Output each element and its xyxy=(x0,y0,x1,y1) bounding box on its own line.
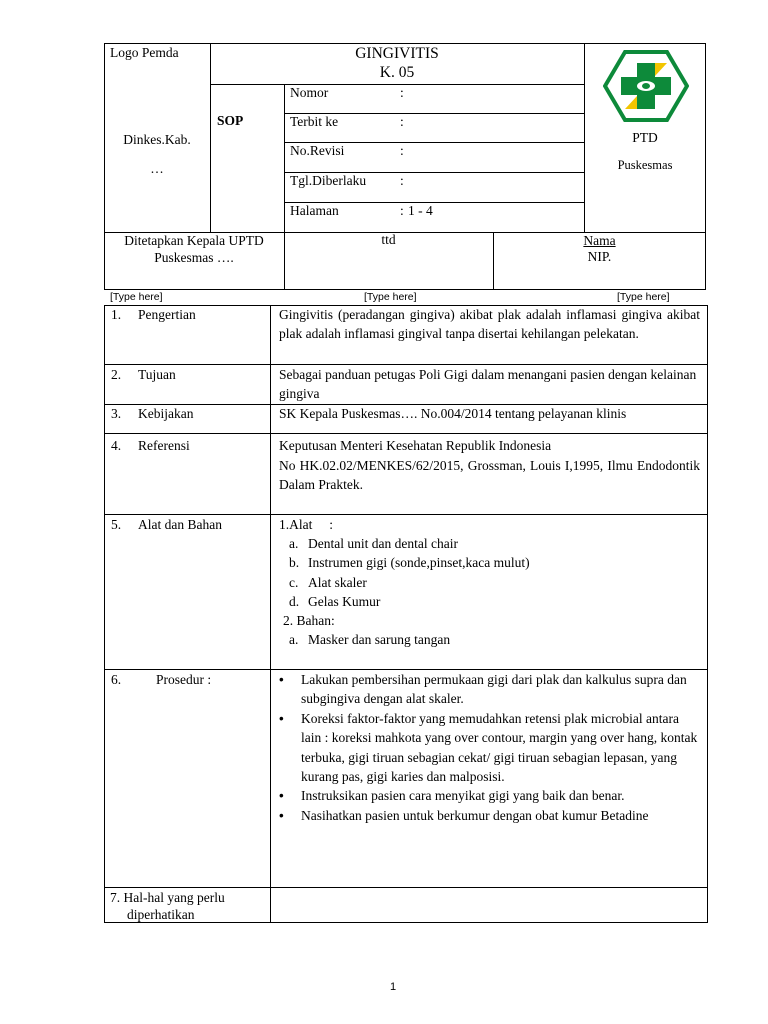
field-label: Halaman xyxy=(290,203,339,218)
page-number: 1 xyxy=(389,981,397,993)
field-separator: : xyxy=(400,85,404,100)
nama-label: Nama xyxy=(583,233,616,248)
alat-item: Alat skaler xyxy=(308,574,367,590)
section-text-referensi-line2: No HK.02.02/MENKES/62/2015, Grossman, Louis I,1995, Ilmu Endodontik Dalam Praktek. xyxy=(279,458,700,493)
alat-item: Instrumen gigi (sonde,pinset,kaca mulut) xyxy=(308,555,530,571)
alat-item: Dental unit dan dental chair xyxy=(308,536,458,551)
puskesmas-logo xyxy=(603,49,689,123)
section-text-tujuan: Sebagai panduan petugas Poli Gigi dalam menangani pasien dengan kelainan gingiva xyxy=(279,367,697,402)
section-title-hal-hal-line2: diperhatikan xyxy=(127,907,195,922)
section-title-kebijakan: Kebijakan xyxy=(138,406,194,421)
section-text-kebijakan: SK Kepala Puskesmas…. No.004/2014 tentang pelayanan klinis xyxy=(279,406,627,421)
section-text-pengertian: Gingivitis (peradangan gingiva) akibat plak adalah inflamasi gingiva akibat plak adalah inflamasi gingival tanpa disertai kehilangan pelekatan. xyxy=(279,307,700,342)
section-text-referensi-line1: Keputusan Menteri Kesehatan Republik Indonesia xyxy=(279,438,552,453)
section-number-1: 1. xyxy=(111,307,122,322)
field-value: 1 - 4 xyxy=(408,203,433,218)
bahan-item: Masker dan sarung tangan xyxy=(308,632,451,647)
dinkes-label: Dinkes.Kab. xyxy=(123,132,191,147)
type-here-placeholder-right: [Type here] xyxy=(617,291,670,303)
ptd-label: PTD xyxy=(632,130,658,145)
section-number-2: 2. xyxy=(111,367,122,382)
document-title: GINGIVITIS xyxy=(355,45,439,62)
section-title-alat-bahan: Alat dan Bahan xyxy=(138,517,222,532)
field-label: Terbit ke xyxy=(290,114,339,129)
field-separator: : xyxy=(400,143,404,158)
prosedur-item: • Lakukan pembersihan permukaan gigi dari plak dan kalkulus supra dan subgingiva dengan alat skaler. xyxy=(277,670,702,709)
section-number-5: 5. xyxy=(111,517,122,532)
nip-label: NIP. xyxy=(587,249,612,264)
section-number-6: 6. xyxy=(111,672,122,687)
field-separator: : xyxy=(400,114,404,129)
ditetapkan-line1: Ditetapkan Kepala UPTD xyxy=(124,233,264,248)
section-number-4: 4. xyxy=(111,438,122,453)
sop-label: SOP xyxy=(217,113,244,128)
field-separator: : xyxy=(400,203,404,218)
puskesmas-label: Puskesmas xyxy=(617,158,673,172)
section-title-prosedur: Prosedur : xyxy=(156,672,212,687)
dinkes-ellipsis: … xyxy=(150,161,164,176)
section-title-tujuan: Tujuan xyxy=(138,367,176,382)
field-label: Tgl.Diberlaku xyxy=(290,173,367,188)
section-title-referensi: Referensi xyxy=(138,438,190,453)
bahan-heading: 2. Bahan: xyxy=(283,613,335,628)
alat-item: Gelas Kumur xyxy=(308,594,381,610)
section-title-hal-hal: 7. Hal-hal yang perlu xyxy=(110,890,225,905)
section-number-3: 3. xyxy=(111,406,122,421)
field-separator: : xyxy=(400,173,404,188)
field-label: No.Revisi xyxy=(290,143,345,158)
field-label: Nomor xyxy=(290,85,329,100)
alat-item-letter: d. xyxy=(289,594,300,610)
prosedur-item: • Nasihatkan pasien untuk berkumur dengan obat kumur Betadine xyxy=(277,806,702,825)
alat-heading: 1.Alat : xyxy=(279,517,333,532)
prosedur-item: • Instruksikan pasien cara menyikat gigi yang baik dan benar. xyxy=(277,786,702,805)
ttd-label: ttd xyxy=(381,232,396,247)
alat-item-letter: a. xyxy=(289,536,299,551)
ditetapkan-line2: Puskesmas …. xyxy=(154,250,234,265)
bahan-item-letter: a. xyxy=(289,632,299,647)
type-here-placeholder-center: [Type here] xyxy=(364,291,417,303)
prosedur-list xyxy=(277,670,702,825)
alat-item-letter: c. xyxy=(289,574,299,590)
prosedur-item: • Koreksi faktor-faktor yang memudahkan retensi plak microbial antara lain : koreksi mahkota yang over contour, margin yang over hang, kontak terbuka, gigi tiruan sebagian cekat/ gigi tiruan sebagian lepasan, yang kurang pas, gigi karies dan malposisi. xyxy=(277,709,702,787)
alat-item-letter: b. xyxy=(289,555,300,571)
section-title-pengertian: Pengertian xyxy=(138,307,196,322)
type-here-placeholder-left: [Type here] xyxy=(110,291,163,303)
logo-pemda-label: Logo Pemda xyxy=(110,45,179,60)
document-code: K. 05 xyxy=(379,64,415,81)
